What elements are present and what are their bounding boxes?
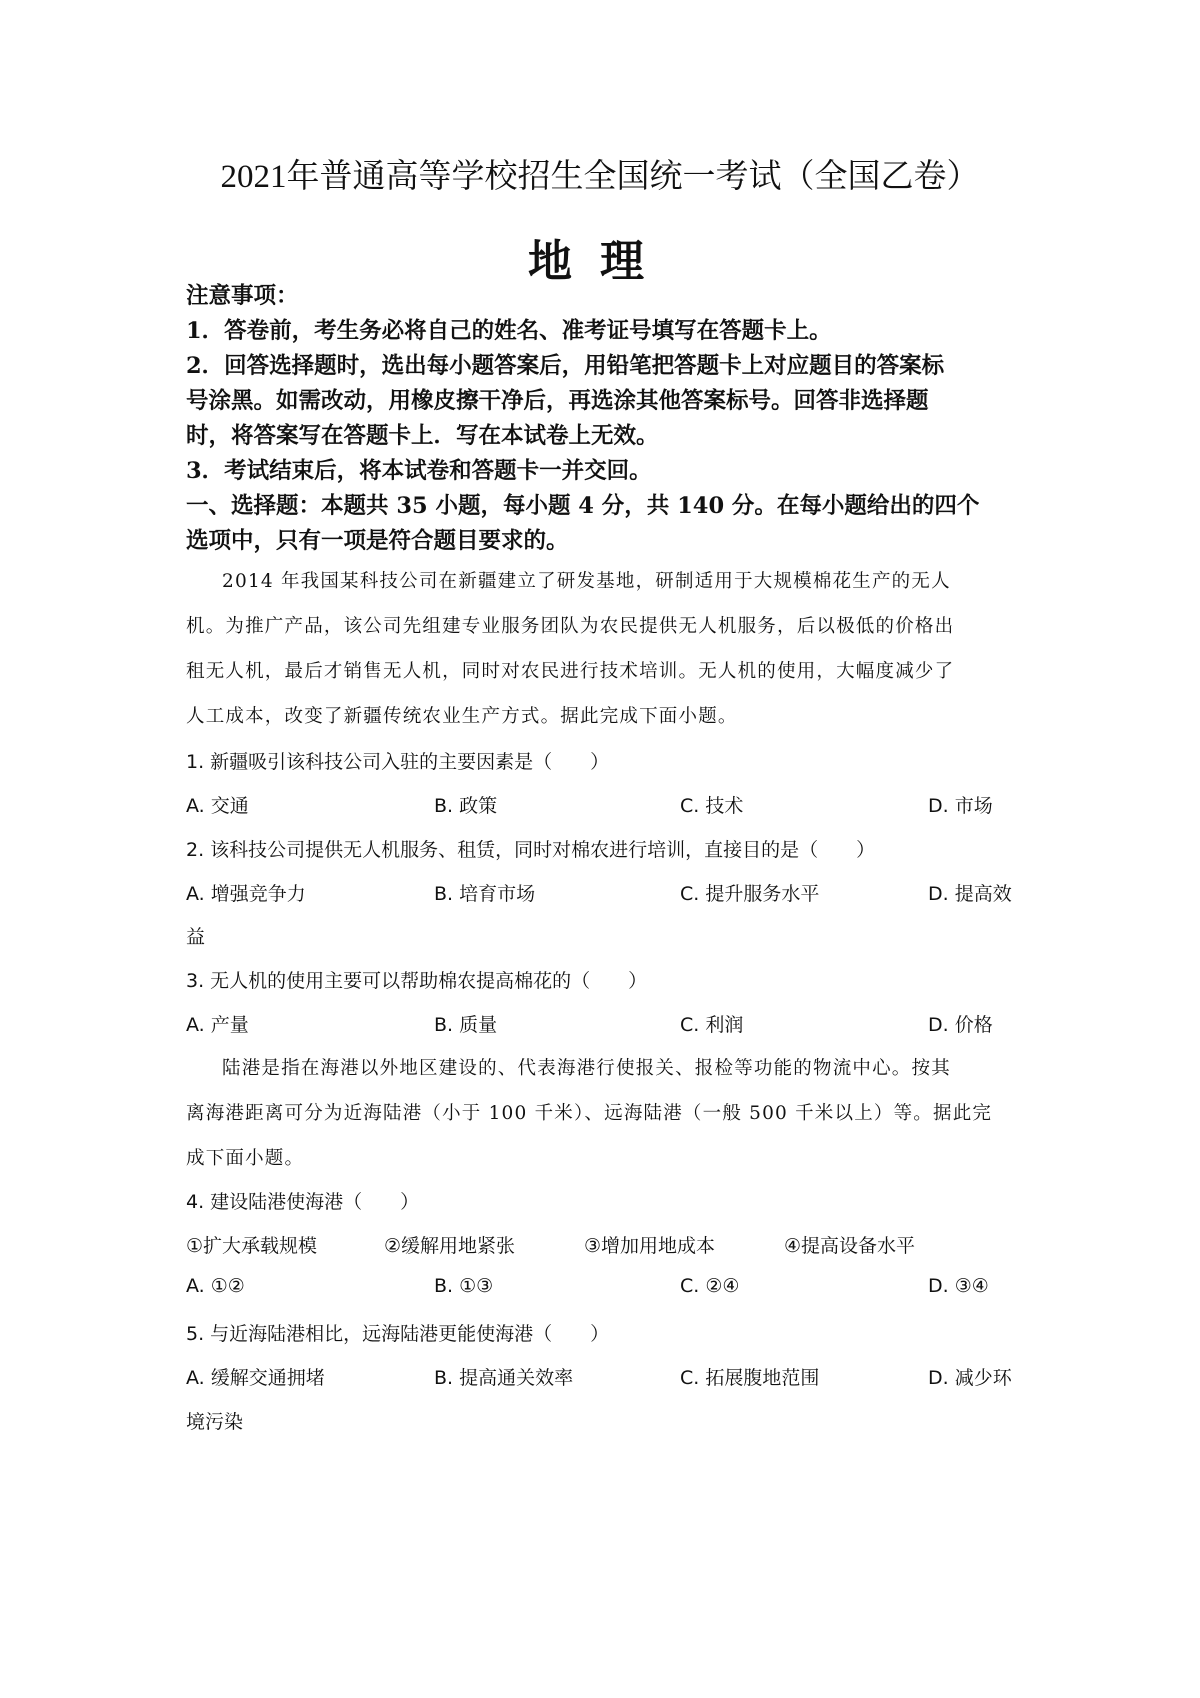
notice-item-1: 1．答卷前，考生务必将自己的姓名、准考证号填写在答题卡上。 <box>186 318 832 344</box>
question-2-option-a: A. 增强竞争力 <box>186 883 306 905</box>
question-4-option-d: D. ③④ <box>928 1275 989 1297</box>
question-1-option-d: D. 市场 <box>928 795 993 817</box>
question-2-stem: 2. 该科技公司提供无人机服务、租赁，同时对棉农进行培训，直接目的是（ ） <box>186 839 876 861</box>
question-4-statement-4: ④提高设备水平 <box>784 1235 916 1257</box>
question-5-option-d-wrap: 境污染 <box>186 1411 244 1433</box>
question-3-option-b: B. 质量 <box>434 1014 498 1036</box>
passage-2-line-1: 陆港是指在海港以外地区建设的、代表海港行使报关、报检等功能的物流中心。按其 <box>222 1058 951 1079</box>
question-3-option-a: A. 产量 <box>186 1014 249 1036</box>
section-heading-line-1: 一、选择题：本题共 35 小题，每小题 4 分，共 140 分。在每小题给出的四个 <box>186 493 980 519</box>
passage-1-line-4: 人工成本，改变了新疆传统农业生产方式。据此完成下面小题。 <box>186 706 738 727</box>
question-5-option-c: C. 拓展腹地范围 <box>680 1367 820 1389</box>
notice-item-2-line-1: 2．回答选择题时，选出每小题答案后，用铅笔把答题卡上对应题目的答案标 <box>186 353 945 379</box>
question-1-option-b: B. 政策 <box>434 795 498 817</box>
question-2-option-d-wrap: 益 <box>186 926 206 948</box>
question-5-option-a: A. 缓解交通拥堵 <box>186 1367 325 1389</box>
subject-heading: 地理 <box>528 236 672 287</box>
question-3-option-d: D. 价格 <box>928 1014 993 1036</box>
section-heading-line-2: 选项中，只有一项是符合题目要求的。 <box>186 528 569 554</box>
exam-title: 2021年普通高等学校招生全国统一考试（全国乙卷） <box>220 159 980 195</box>
question-4-option-a: A. ①② <box>186 1275 245 1297</box>
notice-item-2-line-2: 号涂黑。如需改动，用橡皮擦干净后，再选涂其他答案标号。回答非选择题 <box>186 388 929 414</box>
question-5-option-d: D. 减少环 <box>928 1367 1012 1389</box>
question-1-stem: 1. 新疆吸引该科技公司入驻的主要因素是（ ） <box>186 751 610 773</box>
question-2-option-b: B. 培育市场 <box>434 883 536 905</box>
question-4-statement-1: ①扩大承载规模 <box>186 1235 318 1257</box>
question-4-statement-3: ③增加用地成本 <box>584 1235 716 1257</box>
question-4-stem: 4. 建设陆港使海港（ ） <box>186 1191 420 1213</box>
notice-item-3: 3．考试结束后，将本试卷和答题卡一并交回。 <box>186 458 652 484</box>
passage-1-line-3: 租无人机，最后才销售无人机，同时对农民进行技术培训。无人机的使用，大幅度减少了 <box>186 661 955 682</box>
question-3-stem: 3. 无人机的使用主要可以帮助棉农提高棉花的（ ） <box>186 970 648 992</box>
question-4-option-c: C. ②④ <box>680 1275 740 1297</box>
passage-2-line-2: 离海港距离可分为近海陆港（小于 100 千米）、远海陆港（一般 500 千米以上）等。据此完 <box>186 1103 993 1124</box>
notice-item-2-line-3: 时，将答案写在答题卡上．写在本试卷上无效。 <box>186 423 659 449</box>
question-1-option-a: A. 交通 <box>186 795 249 817</box>
question-4-statement-2: ②缓解用地紧张 <box>384 1235 516 1257</box>
question-2-option-d: D. 提高效 <box>928 883 1012 905</box>
passage-1-line-2: 机。为推广产品，该公司先组建专业服务团队为农民提供无人机服务，后以极低的价格出 <box>186 616 955 637</box>
passage-2-line-3: 成下面小题。 <box>186 1148 305 1169</box>
question-4-option-b: B. ①③ <box>434 1275 494 1297</box>
question-2-option-c: C. 提升服务水平 <box>680 883 820 905</box>
passage-1-line-1: 2014 年我国某科技公司在新疆建立了研发基地，研制适用于大规模棉花生产的无人 <box>222 571 951 592</box>
notice-heading: 注意事项： <box>186 283 299 309</box>
question-1-option-c: C. 技术 <box>680 795 744 817</box>
question-3-option-c: C. 利润 <box>680 1014 744 1036</box>
question-5-stem: 5. 与近海陆港相比，远海陆港更能使海港（ ） <box>186 1323 610 1345</box>
question-5-option-b: B. 提高通关效率 <box>434 1367 574 1389</box>
